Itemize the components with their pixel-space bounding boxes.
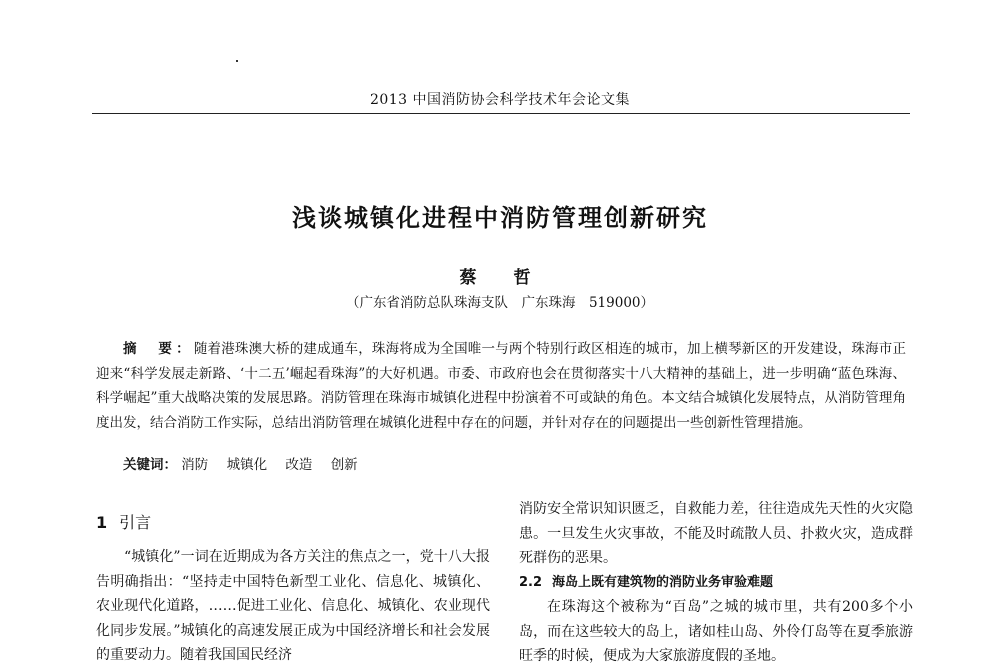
keywords-label: 关键词：: [123, 457, 177, 473]
subsection-number: 2.2: [519, 574, 543, 590]
subsection-heading: [519, 571, 913, 596]
header-rule: [92, 113, 910, 114]
abstract-text: 随着港珠澳大桥的建成通车，珠海将成为全国唯一与两个特别行政区相连的城市，加上横琴新区的开发建设，珠海市正迎来“科学发展走新路、‘十二五’崛起看珠海”的大好机遇。市委、市政府也会在贯彻落实十八大精神的基础上，进一步明确“蓝色珠海、科学崛起”重大战略决策的发展思路。消防管理在珠海市城镇化进程中扮演着不可或缺的角色。本文结合城镇化发展特点，从消防管理角度出发，结合消防工作实际，总结出消防管理在城镇化进程中存在的问题，并针对存在的问题提出一些创新性管理措施。: [96, 341, 907, 431]
author-name: 蔡 哲: [459, 268, 541, 288]
right-column: [519, 497, 913, 669]
paper-title: 浅谈城镇化进程中消防管理创新研究: [292, 203, 708, 232]
running-header: 2013 中国消防协会科学技术年会论文集: [369, 92, 631, 108]
scan-speck: [236, 60, 238, 62]
keyword: 消防: [181, 457, 209, 473]
subsection-title: 海岛上既有建筑物的消防业务审验难题: [552, 574, 774, 590]
right-column-paragraph: 在珠海这个被称为“百岛”之城的城市里，共有200多个小岛，而在这些较大的岛上，诸如桂山岛、外伶仃岛等在夏季旅游旺季的时候，便成为大家旅游度假的圣地。: [519, 599, 913, 664]
abstract: [96, 337, 906, 435]
keywords: [123, 453, 903, 477]
section-heading-introduction: [96, 510, 151, 533]
left-column-paragraph: “城镇化”一词在近期成为各方关注的焦点之一，党十八大报告明确指出：“坚持走中国特色新型工业化、信息化、城镇化、农业现代化道路，……促进工业化、信息化、城镇化、农业现代化同步发展。”城镇化的高速发展正成为中国经济增长和社会发展的重要动力。随着我国国民经济: [96, 549, 490, 663]
section-number: 1: [96, 513, 108, 532]
author-affiliation: （广东省消防总队珠海支队 广东珠海 519000）: [345, 295, 655, 311]
keyword: 创新: [330, 457, 358, 473]
section-title: 引言: [119, 513, 152, 532]
right-column-continued-text: 消防安全常识知识匮乏，自救能力差，往往造成先天性的火灾隐患。一旦发生火灾事故，不能及时疏散人员、扑救火灾，造成群死群伤的恶果。: [519, 501, 913, 566]
abstract-label: 摘 要：: [123, 341, 194, 357]
keyword: 城镇化: [226, 457, 268, 473]
keyword: 改造: [285, 457, 313, 473]
